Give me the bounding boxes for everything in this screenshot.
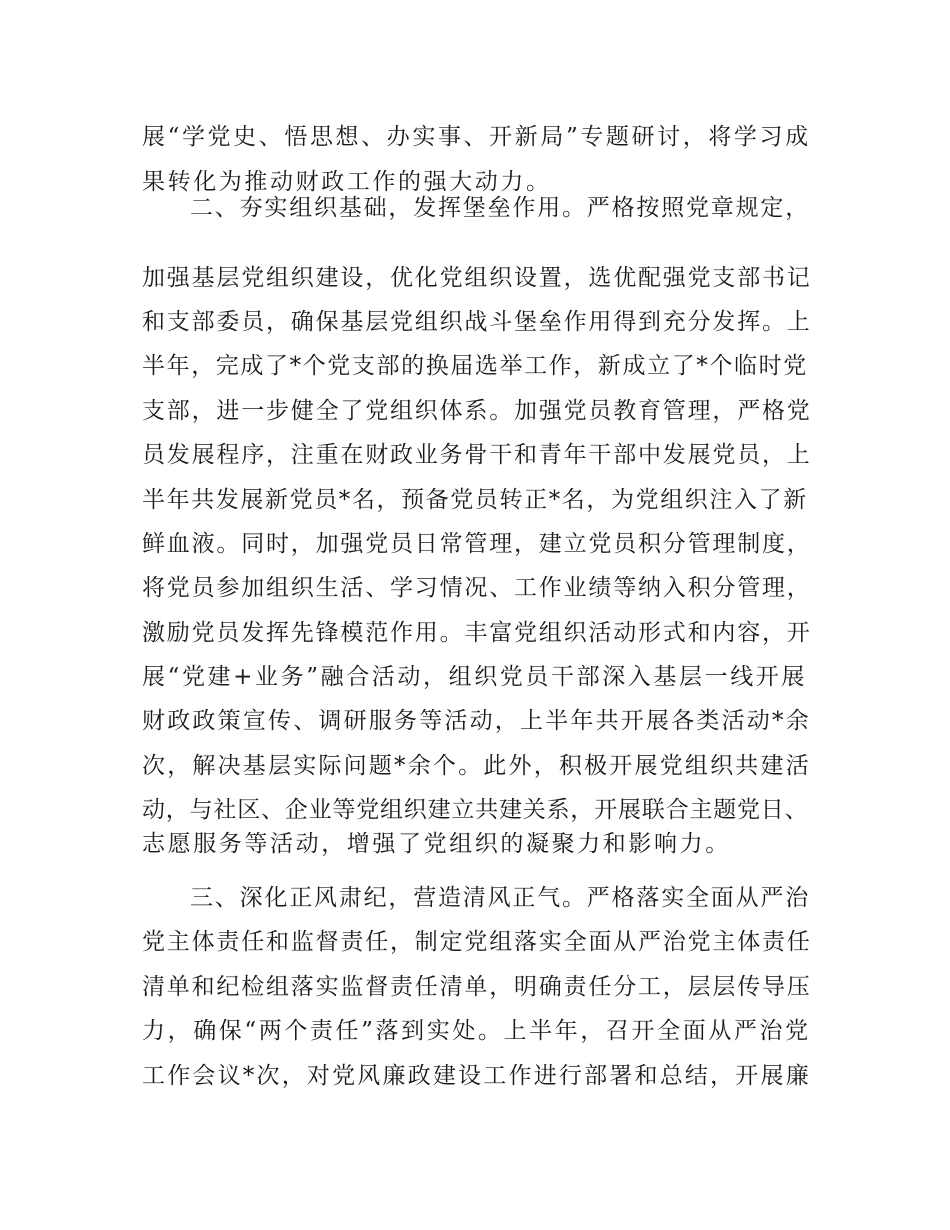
- text-line: 加强基层党组织建设，优化党组织设置，选优配强党支部书记: [142, 265, 812, 291]
- text-line: 力，确保“两个责任”落到实处。上半年，召开全面从严治党: [142, 1018, 811, 1044]
- paragraph-heading-line: 二、夯实组织基础，发挥堡垒作用。严格按照党章规定，: [190, 195, 810, 221]
- text-line: 员发展程序，注重在财政业务骨干和青年干部中发展党员，上: [142, 442, 812, 468]
- text-line: 支部，进一步健全了党组织体系。加强党员教育管理，严格党: [142, 398, 812, 424]
- text-line: 次，解决基层实际问题*余个。此外，积极开展党组织共建活: [142, 753, 811, 779]
- text-line: 半年，完成了*个党支部的换届选举工作，新成立了*个临时党: [142, 353, 808, 379]
- text-line: 党主体责任和监督责任，制定党组落实全面从严治党主体责任: [142, 929, 812, 955]
- text-line: 将党员参加组织生活、学习情况、工作业绩等纳入积分管理，: [142, 575, 812, 601]
- text-line: 财政政策宣传、调研服务等活动，上半年共开展各类活动*余: [142, 708, 811, 734]
- text-line: 工作会议*次，对党风廉政建设工作进行部署和总结，开展廉: [142, 1063, 811, 1089]
- text-line: 鲜血液。同时，加强党员日常管理，建立党员积分管理制度，: [142, 531, 812, 557]
- text-line: 清单和纪检组落实监督责任清单，明确责任分工，层层传导压: [142, 974, 812, 1000]
- text-line: 展“学党史、悟思想、办实事、开新局”专题研讨，将学习成: [142, 124, 811, 150]
- text-line: 志愿服务等活动，增强了党组织的凝聚力和影响力。: [142, 831, 731, 857]
- text-line: 半年共发展新党员*名，预备党员转正*名，为党组织注入了新: [142, 487, 808, 513]
- text-line: 和支部委员，确保基层党组织战斗堡垒作用得到充分发挥。上: [142, 309, 812, 335]
- paragraph-heading-line: 三、深化正风肃纪，营造清风正气。严格落实全面从严治: [190, 885, 810, 911]
- text-line: 展“党建+业务”融合活动，组织党员干部深入基层一线开展: [142, 664, 807, 690]
- text-line: 激励党员发挥先锋模范作用。丰富党组织活动形式和内容，开: [142, 620, 812, 646]
- text-line: 果转化为推动财政工作的强大动力。: [142, 169, 552, 195]
- text-line: 动，与社区、企业等党组织建立共建关系，开展联合主题党日、: [142, 797, 809, 823]
